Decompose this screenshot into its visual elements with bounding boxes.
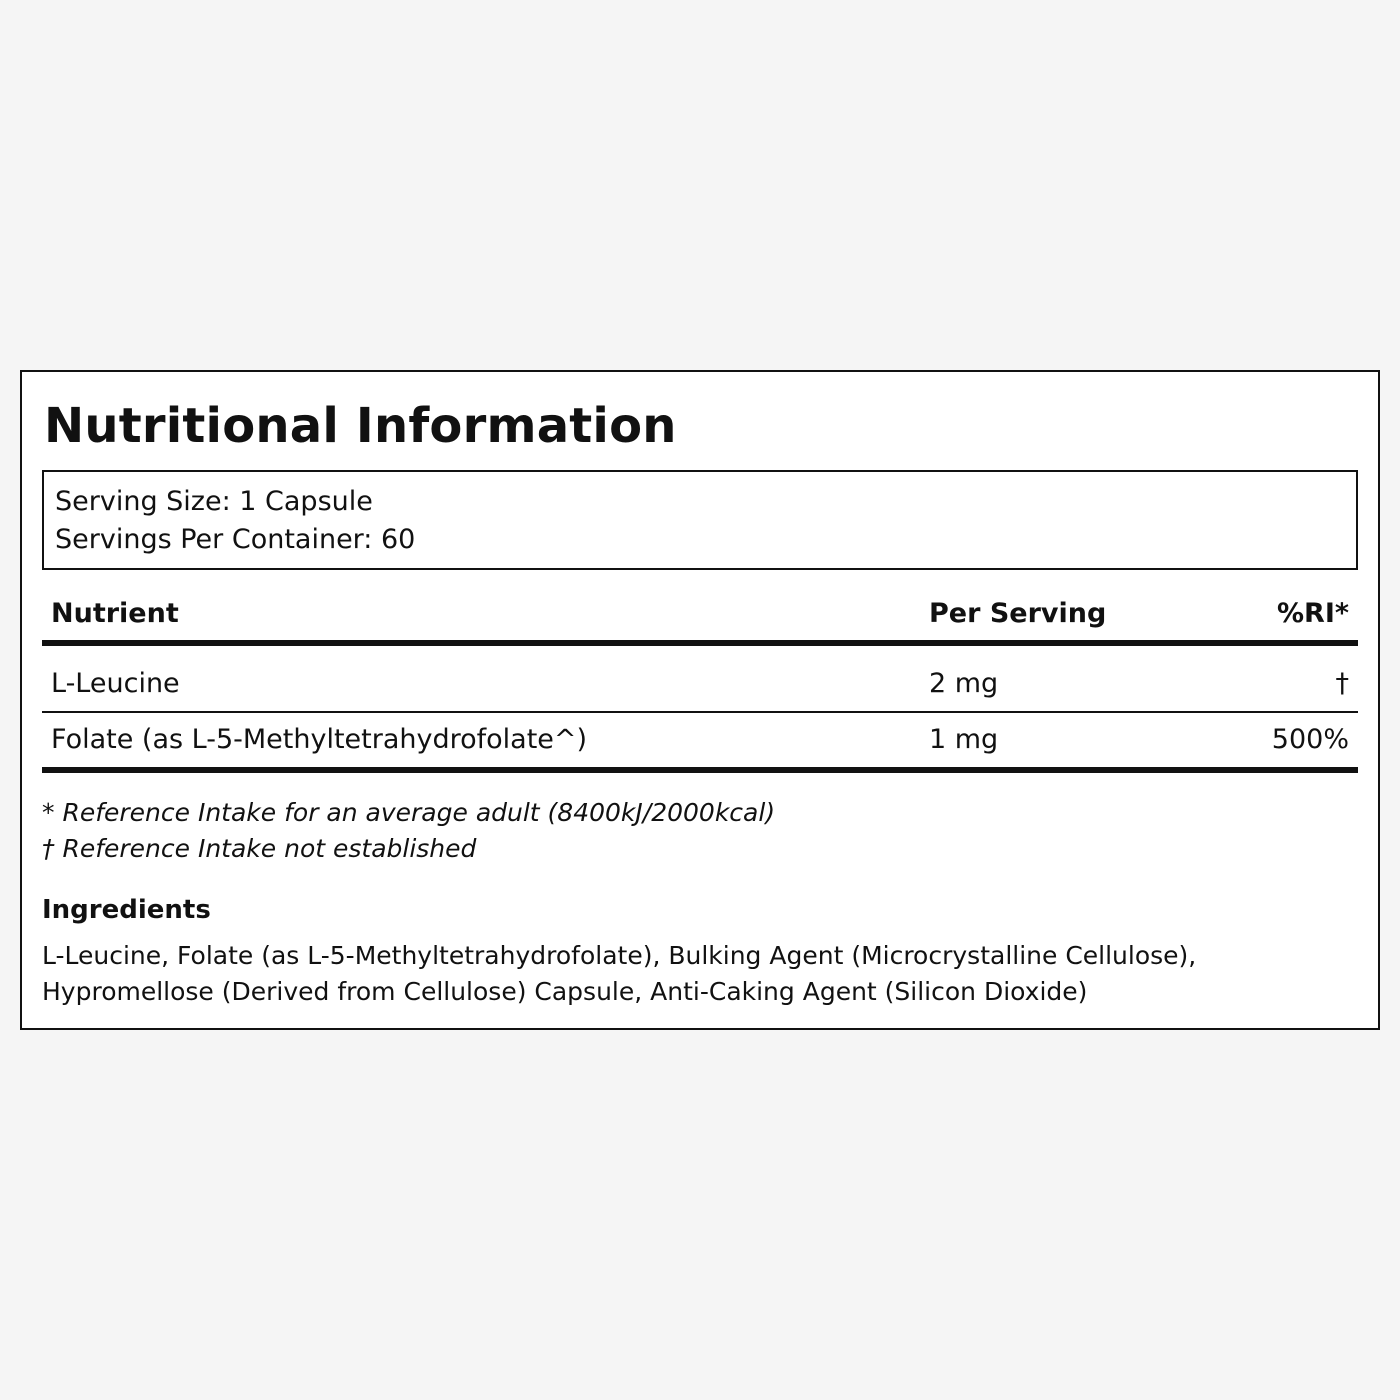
footnote-not-established: † Reference Intake not established — [42, 834, 477, 863]
header-per-serving: Per Serving — [929, 598, 1107, 629]
servings-per-container: Servings Per Container: 60 — [55, 524, 416, 555]
header-nutrient: Nutrient — [51, 598, 179, 629]
header-divider — [42, 640, 1358, 646]
nutrition-panel — [20, 370, 1380, 1030]
row-per-serving-leucine: 2 mg — [929, 668, 999, 699]
row-per-serving-folate: 1 mg — [929, 724, 999, 755]
footnote-reference-intake: * Reference Intake for an average adult (8400kJ/2000kcal) — [42, 798, 776, 827]
ingredients-heading: Ingredients — [42, 895, 211, 925]
page-title: Nutritional Information — [44, 398, 677, 454]
ingredients-text: L-Leucine, Folate (as L-5-Methyltetrahydrofolate), Bulking Agent (Microcrystalline Cellulose), Hypromellose (Derived from Cellulose) Capsule, Anti-Caking Agent (Silicon Dioxide) — [42, 941, 1197, 1006]
row-ri-folate: 500% — [1271, 724, 1349, 755]
serving-size: Serving Size: 1 Capsule — [55, 486, 373, 517]
table-bottom-divider — [42, 767, 1358, 773]
row-nutrient-leucine: L-Leucine — [51, 668, 180, 699]
row-divider — [42, 711, 1358, 713]
row-ri-leucine: † — [1335, 668, 1349, 699]
serving-info-box — [42, 470, 1358, 570]
header-ri: %RI* — [1276, 598, 1349, 629]
row-nutrient-folate: Folate (as L-5-Methyltetrahydrofolate^) — [51, 724, 588, 755]
